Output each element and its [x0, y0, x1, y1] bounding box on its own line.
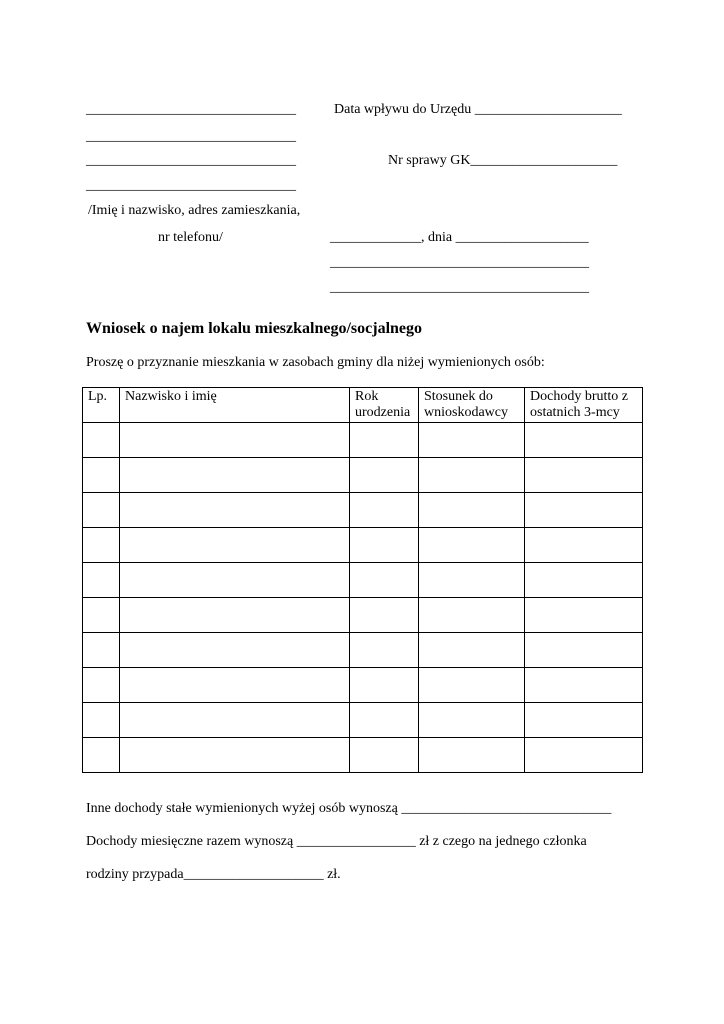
extra-line-1[interactable]: _____________________________________	[330, 255, 589, 270]
intro-text: Proszę o przyznanie mieszkania w zasobach gminy dla niżej wymienionych osób:	[86, 355, 545, 370]
table-cell-name[interactable]	[120, 493, 350, 528]
table-cell-relation[interactable]	[419, 598, 525, 633]
table-cell-income[interactable]	[525, 703, 643, 738]
table-cell-birth-year[interactable]	[350, 423, 419, 458]
column-header-income: Dochody brutto z ostatnich 3-mcy	[525, 388, 643, 423]
table-cell-name[interactable]	[120, 738, 350, 773]
table-header-row	[83, 388, 643, 423]
table-cell-birth-year[interactable]	[350, 633, 419, 668]
table-cell-income[interactable]	[525, 633, 643, 668]
column-header-relation: Stosunek do wnioskodawcy	[419, 388, 525, 423]
applicant-line-1[interactable]: ______________________________	[86, 102, 296, 117]
table-cell-lp[interactable]	[83, 633, 120, 668]
table-cell-name[interactable]	[120, 563, 350, 598]
table-cell-lp[interactable]	[83, 738, 120, 773]
table-cell-income[interactable]	[525, 563, 643, 598]
table-row	[83, 493, 643, 528]
table-cell-relation[interactable]	[419, 703, 525, 738]
persons-table	[82, 387, 643, 773]
table-cell-name[interactable]	[120, 598, 350, 633]
applicant-line-2[interactable]: ______________________________	[86, 129, 296, 144]
table-row	[83, 668, 643, 703]
table-cell-lp[interactable]	[83, 423, 120, 458]
table-cell-name[interactable]	[120, 633, 350, 668]
table-cell-lp[interactable]	[83, 493, 120, 528]
table-row	[83, 738, 643, 773]
table-cell-income[interactable]	[525, 738, 643, 773]
table-row	[83, 528, 643, 563]
table-cell-lp[interactable]	[83, 598, 120, 633]
table-cell-lp[interactable]	[83, 563, 120, 598]
table-row	[83, 423, 643, 458]
table-cell-relation[interactable]	[419, 493, 525, 528]
column-header-name: Nazwisko i imię	[120, 388, 350, 423]
monthly-income-field[interactable]: Dochody miesięczne razem wynoszą _________________ zł z czego na jednego członka	[86, 834, 587, 849]
table-cell-birth-year[interactable]	[350, 703, 419, 738]
table-cell-birth-year[interactable]	[350, 598, 419, 633]
other-income-field[interactable]: Inne dochody stałe wymienionych wyżej osób wynoszą ______________________________	[86, 801, 612, 816]
table-row	[83, 563, 643, 598]
column-header-birth-year: Rok urodzenia	[350, 388, 419, 423]
table-cell-relation[interactable]	[419, 738, 525, 773]
table-row	[83, 598, 643, 633]
table-cell-lp[interactable]	[83, 458, 120, 493]
table-cell-income[interactable]	[525, 458, 643, 493]
applicant-line-3[interactable]: ______________________________	[86, 153, 296, 168]
per-member-income-field[interactable]: rodziny przypada____________________ zł.	[86, 867, 341, 882]
table-cell-name[interactable]	[120, 423, 350, 458]
column-header-lp: Lp.	[83, 388, 120, 423]
extra-line-2[interactable]: _____________________________________	[330, 280, 589, 295]
table-row	[83, 633, 643, 668]
table-row	[83, 703, 643, 738]
table-cell-relation[interactable]	[419, 563, 525, 598]
table-cell-birth-year[interactable]	[350, 668, 419, 703]
case-number-field[interactable]: Nr sprawy GK_____________________	[388, 153, 618, 168]
table-cell-relation[interactable]	[419, 528, 525, 563]
table-cell-income[interactable]	[525, 598, 643, 633]
table-cell-relation[interactable]	[419, 633, 525, 668]
table-cell-lp[interactable]	[83, 703, 120, 738]
table-cell-name[interactable]	[120, 458, 350, 493]
table-cell-income[interactable]	[525, 423, 643, 458]
table-cell-relation[interactable]	[419, 668, 525, 703]
document-title: Wniosek o najem lokalu mieszkalnego/socjalnego	[86, 320, 423, 337]
applicant-caption-line-2: nr telefonu/	[158, 230, 223, 245]
table-cell-lp[interactable]	[83, 528, 120, 563]
table-cell-birth-year[interactable]	[350, 493, 419, 528]
table-cell-lp[interactable]	[83, 668, 120, 703]
table-cell-birth-year[interactable]	[350, 528, 419, 563]
table-cell-birth-year[interactable]	[350, 563, 419, 598]
table-cell-birth-year[interactable]	[350, 458, 419, 493]
table-cell-name[interactable]	[120, 528, 350, 563]
table-row	[83, 458, 643, 493]
table-cell-income[interactable]	[525, 668, 643, 703]
applicant-line-4[interactable]: ______________________________	[86, 178, 296, 193]
place-date-field[interactable]: _____________, dnia ___________________	[330, 230, 589, 245]
table-cell-relation[interactable]	[419, 423, 525, 458]
table-cell-income[interactable]	[525, 493, 643, 528]
applicant-caption-line-1: /Imię i nazwisko, adres zamieszkania,	[88, 203, 301, 218]
table-cell-name[interactable]	[120, 703, 350, 738]
table-cell-birth-year[interactable]	[350, 738, 419, 773]
receipt-date-field[interactable]: Data wpływu do Urzędu _____________________	[334, 102, 622, 117]
table-cell-name[interactable]	[120, 668, 350, 703]
table-cell-income[interactable]	[525, 528, 643, 563]
table-cell-relation[interactable]	[419, 458, 525, 493]
